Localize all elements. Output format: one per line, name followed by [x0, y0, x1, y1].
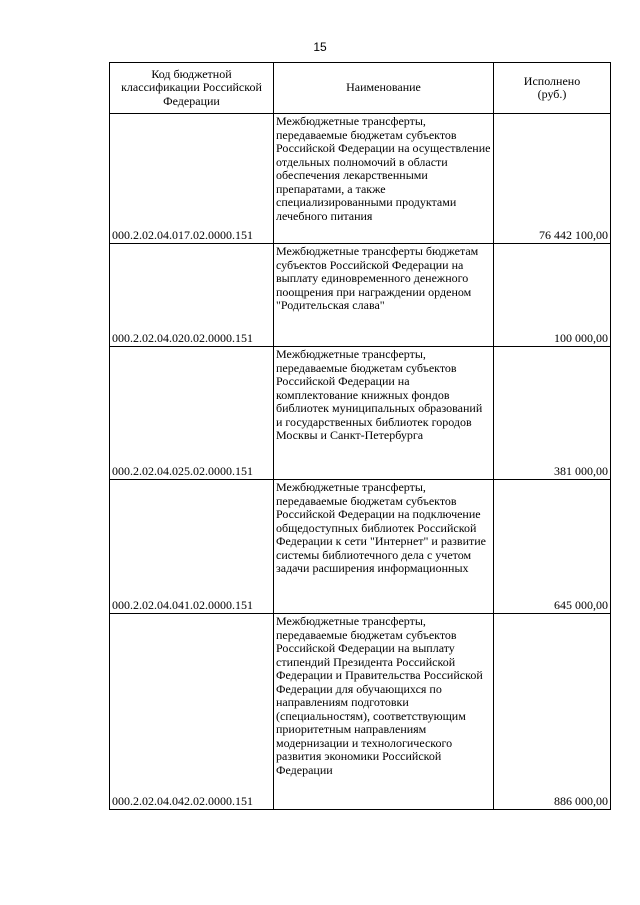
header-amount: Исполнено (руб.)	[494, 63, 611, 114]
table-row	[110, 244, 611, 347]
row-amount: 76 442 100,00	[494, 114, 611, 244]
row-amount: 645 000,00	[494, 480, 611, 614]
row-code: 000.2.02.04.041.02.0000.151	[110, 480, 274, 614]
row-amount: 100 000,00	[494, 244, 611, 347]
row-name: Межбюджетные трансферты, передаваемые бюджетам субъектов Российской Федерации на выплату стипендий Президента Российской Федерации и Правительства Российской Федерации для обучающихся по направлениям подготовки (специальностям), соответствующим приоритетным направлениям модернизации и технологического развития экономики Российской Федерации	[274, 614, 494, 810]
row-name: Межбюджетные трансферты, передаваемые бюджетам субъектов Российской Федерации на подключение общедоступных библиотек Российской Федерации к сети "Интернет" и развитие системы библиотечного дела с учетом задачи расширения информационных	[274, 480, 494, 614]
header-name: Наименование	[274, 63, 494, 114]
row-amount: 886 000,00	[494, 614, 611, 810]
table-row	[110, 114, 611, 244]
row-code: 000.2.02.04.042.02.0000.151	[110, 614, 274, 810]
table-row	[110, 347, 611, 480]
row-name: Межбюджетные трансферты, передаваемые бюджетам субъектов Российской Федерации на осуществление отдельных полномочий в области обеспечения лекарственными препаратами, а также специализированными продуктами лечебного питания	[274, 114, 494, 244]
header-code: Код бюджетной классификации Российской Федерации	[110, 63, 274, 114]
page-number: 15	[313, 40, 327, 54]
table-row	[110, 614, 611, 810]
budget-table	[109, 62, 611, 810]
table-header-row	[110, 63, 611, 114]
row-name: Межбюджетные трансферты, передаваемые бюджетам субъектов Российской Федерации на комплектование книжных фондов библиотек муниципальных образований и государственных библиотек городов Москвы и Санкт-Петербурга	[274, 347, 494, 480]
row-amount: 381 000,00	[494, 347, 611, 480]
row-code: 000.2.02.04.025.02.0000.151	[110, 347, 274, 480]
row-name: Межбюджетные трансферты бюджетам субъектов Российской Федерации на выплату единовременного денежного поощрения при награждении орденом "Родительская слава"	[274, 244, 494, 347]
row-code: 000.2.02.04.017.02.0000.151	[110, 114, 274, 244]
row-code: 000.2.02.04.020.02.0000.151	[110, 244, 274, 347]
table-row	[110, 480, 611, 614]
